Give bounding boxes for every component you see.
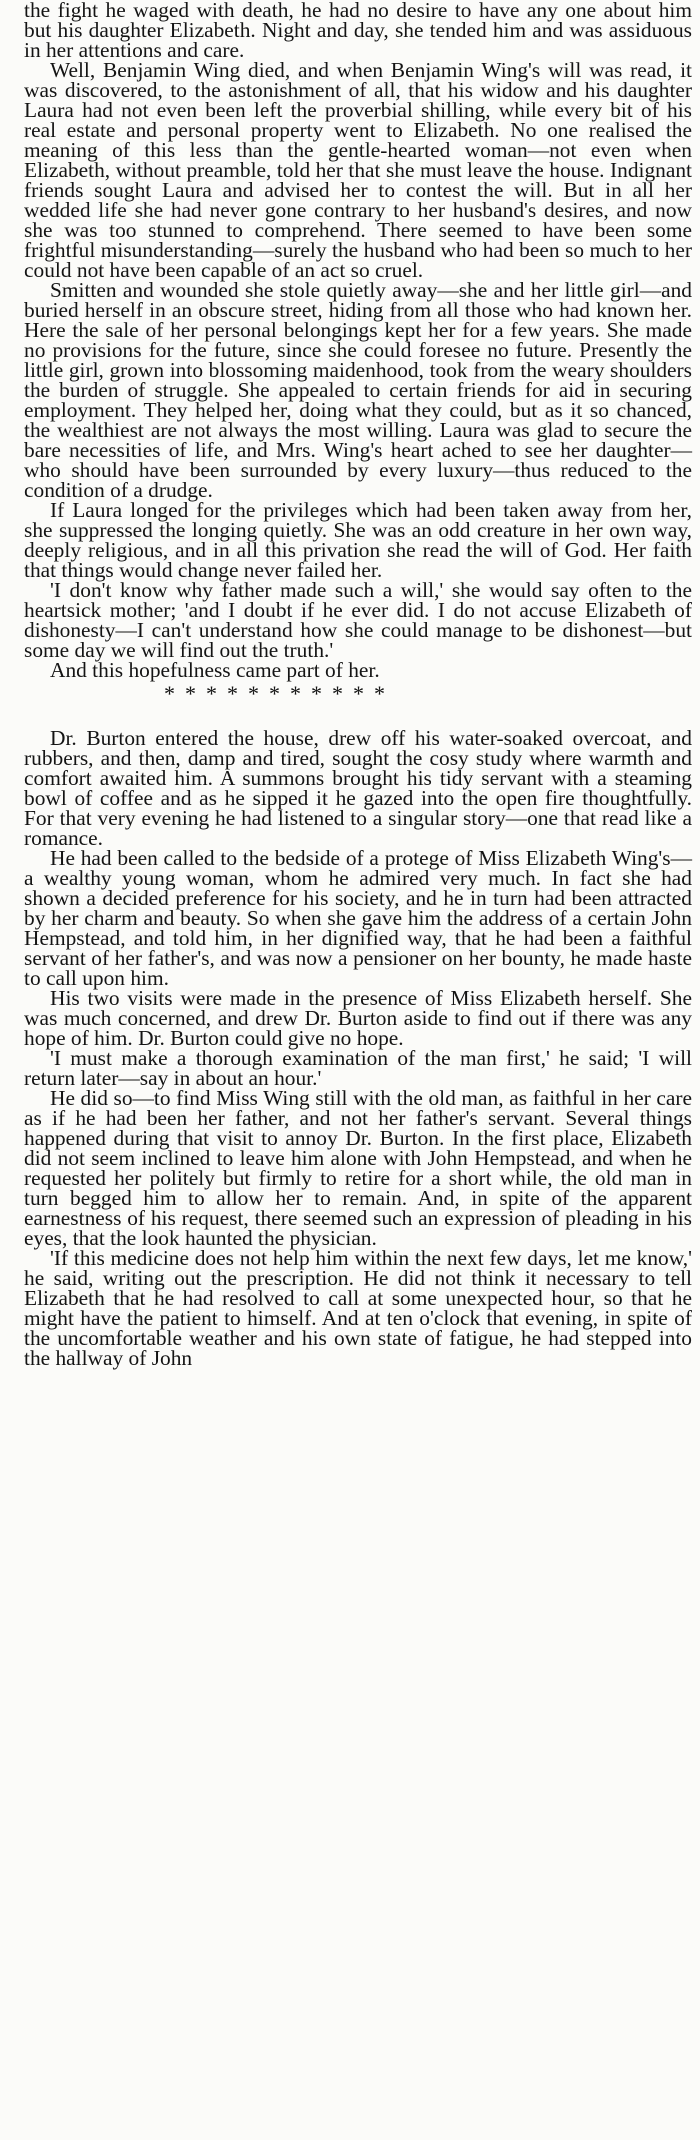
paragraph: If Laura longed for the privileges which had been taken away from her, she suppressed the longing quietly. She was an odd creature in her own way, deeply religious, and in all this privation she read the will of God. Her faith that things would change never failed her. bbox=[24, 498, 692, 582]
paragraph: Dr. Burton entered the house, drew off his water-soaked overcoat, and rubbers, and then, damp and tired, sought the cosy study where warmth and comfort awaited him. A summons brought his tidy servant with a steaming bowl of coffee and as he sipped it he gazed into the open fire thoughtfully. For that very evening he had listened to a singular story—one that read like a romance. bbox=[24, 726, 692, 850]
separator-star: * bbox=[269, 681, 280, 706]
paragraph: 'I don't know why father made such a will,' she would say often to the heartsick mother; 'and I doubt if he ever did. I do not accuse Elizabeth of dishonesty—I can't understand how she could manage to be dishonest—but some day we will find out the truth.' bbox=[24, 578, 692, 662]
paragraph: the fight he waged with death, he had no desire to have any one about him but his daughter Elizabeth. Night and day, she tended him and was assiduous in her attentions and care. bbox=[24, 0, 692, 62]
paragraph: Smitten and wounded she stole quietly away—she and her little girl—and buried herself in an obscure street, hiding from all those who had known her. Here the sale of her personal belongings kept her for a few years. She made no provisions for the future, since she could foresee no future. Presently the little girl, grown into blossoming maidenhood, took from the weary shoulders the burden of struggle. She appealed to certain friends for aid in securing employment. They helped her, doing what they could, but as it so chanced, the wealthiest are not always the most willing. Laura was glad to secure the bare necessities of life, and Mrs. Wing's heart ached to see her daughter—who should have been surrounded by every luxury—thus reduced to the condition of a drudge. bbox=[24, 278, 692, 502]
separator-star: * bbox=[353, 681, 364, 706]
paragraph: 'If this medicine does not help him within the next few days, let me know,' he said, writing out the prescription. He did not think it necessary to tell Elizabeth that he had resolved to call at some unexpected hour, so that he might have the patient to himself. And at ten o'clock that evening, in spite of the uncomfortable weather and his own state of fatigue, he had stepped into the hallway of John bbox=[24, 1246, 692, 1370]
paragraph: He had been called to the bedside of a protege of Miss Elizabeth Wing's—a wealthy young woman, whom he admired very much. In fact she had shown a decided preference for his society, and he in turn had been attracted by her charm and beauty. So when she gave him the address of a certain John Hempstead, and told him, in her dignified way, that he had been a faithful servant of her father's, and was now a pensioner on her bounty, he made haste to call upon him. bbox=[24, 846, 692, 990]
paragraph: He did so—to find Miss Wing still with the old man, as faithful in her care as if he had been her father, and not her father's servant. Several things happened during that visit to annoy Dr. Burton. In the first place, Elizabeth did not seem inclined to leave him alone with John Hempstead, and when he requested her politely but firmly to retire for a short while, the old man in turn begged him to allow her to remain. And, in spite of the apparent earnestness of his request, there seemed such an expression of pleading in his eyes, that the look haunted the physician. bbox=[24, 1086, 692, 1250]
separator-star: * bbox=[164, 681, 175, 706]
paragraph: And this hopefulness came part of her. bbox=[50, 658, 380, 682]
paragraph: His two visits were made in the presence of Miss Elizabeth herself. She was much concerned, and drew Dr. Burton aside to find out if there was any hope of him. Dr. Burton could give no hope. bbox=[24, 986, 692, 1050]
separator-star: * bbox=[227, 681, 238, 706]
separator-star: * bbox=[332, 681, 343, 706]
separator-star: * bbox=[206, 681, 217, 706]
paragraph: 'I must make a thorough examination of the man first,' he said; 'I will return later—say in about an hour.' bbox=[24, 1046, 692, 1090]
separator-star: * bbox=[248, 681, 259, 706]
separator-star: * bbox=[374, 681, 385, 706]
paragraph: Well, Benjamin Wing died, and when Benjamin Wing's will was read, it was discovered, to the astonishment of all, that his widow and his daughter Laura had not even been left the proverbial shilling, while every bit of his real estate and personal property went to Elizabeth. No one realised the meaning of this less than the gentle-hearted woman—not even when Elizabeth, without preamble, told her that she must leave the house. Indignant friends sought Laura and advised her to contest the will. But in all her wedded life she had never gone contrary to her husband's desires, and now she was too stunned to comprehend. There seemed to have been some frightful misunderstanding—surely the husband who had been so much to her could not have been capable of an act so cruel. bbox=[24, 58, 692, 282]
separator-star: * bbox=[290, 681, 301, 706]
section-separator bbox=[24, 680, 692, 708]
separator-star: * bbox=[185, 681, 196, 706]
separator-star: * bbox=[311, 681, 322, 706]
